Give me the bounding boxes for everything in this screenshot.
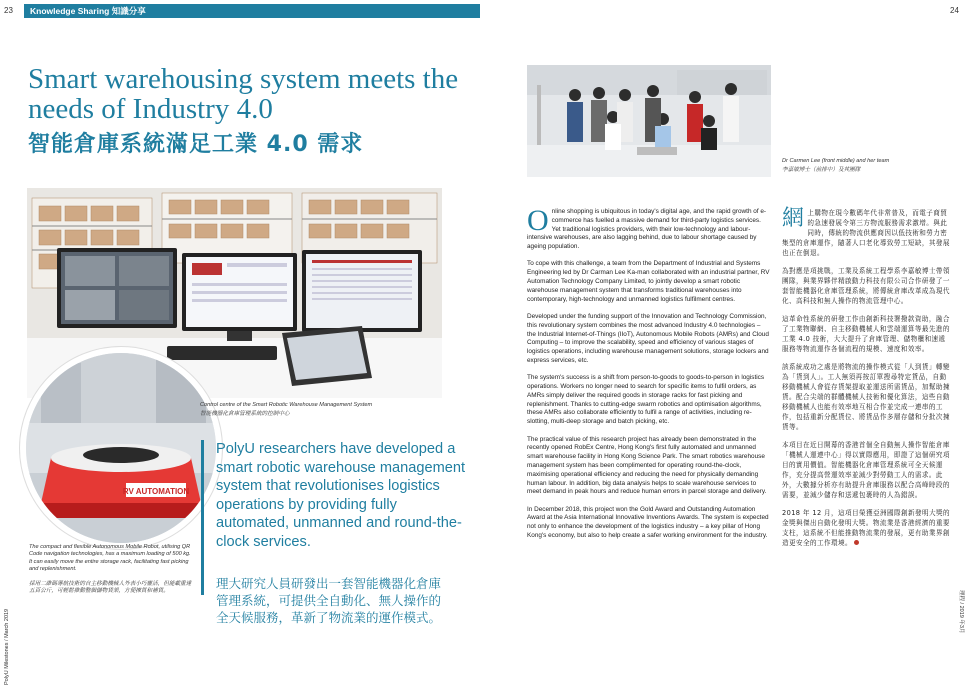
robot-illustration [26,353,216,543]
robot-photo [20,347,222,549]
footer-spine-left-text: PolyU Milestones / March 2019 [4,608,10,685]
article-en-p1-text: nline shopping is ubiquitous in today's digital age, and the rapid growth of e-commerce has fuelled a massive demand for third-party logistics services. Yet traditional logistics providers, with their low-technology and labour-intensive warehouses, are also lagging behind, due to labour shortage caused by ageing population. [527,208,767,251]
article-english [527,204,770,549]
footer-spine-right-text: 理程 / 2019 年3月 [958,590,964,634]
quote-accent-bar [201,440,204,595]
article-en-paragraph-1 [527,204,770,252]
pull-quote-chinese: 理大研究人員研發出一套智能機器化倉庫管理系統，可提供全自動化、無人操作的全天候服務，革新了物流業的運作模式。 [216,576,442,625]
article-zh-paragraph-4: 該系統成功之處是將物流的操作模式從「人到貨」轉變為「貨到人」。工人無須再按訂單搜尋特定貨品，自動移動機械人會從存貨架提取並運送所需貨品，加幫助揀貨。配合尖端的群體機械人技術和優化算法，這些自動移動機械人也能有效率地互相合作並完成一連串的工作，包括重新分配貨位、將貨品作多層存儲和分批次揀貨等。 [782,363,950,431]
page-number-left: 23 [4,6,13,15]
dropcap-english: O [527,204,549,237]
article-zh-paragraph-3: 這革命性系統的研發工作由創新科技署撥款資助，融合了工業物聯網、自主移動機械人和雲端運算等最先進的工業 4.0 技術，大大提升了倉庫管理、儲物櫃和速遞服務等物流運作各個流程的規模、速度和效率。 [782,315,950,353]
article-en-paragraph-3: Developed under the funding support of the Innovation and Technology Commission, this revolutionary system combines the most advanced Industry 4.0 technologies – the Industrial Internet-of-Things (IIoT), Autonomous Mobile Robots (AMRs) and Cloud Computing – to improve the scalability, speed and efficiency of various stages of logistics operations, including warehouse management solutions, storage lockers and express services, etc. [527,312,769,364]
dropcap-chinese: 網 [782,206,805,231]
title-english: Smart warehousing system meets the needs of Industry 4.0 [28,63,459,125]
article-en-paragraph-4: The system's success is a shift from person-to-goods to goods-to-person in logistics operations. Workers no longer need to search for specific items to fulfil orders, as AMRs simply deliver the required goods in storage racks for fast picking and replenishment. Thanks to cutting-edge swarm robotics and optimisation algorithms, these AMRs also collaborate efficiently to fulfil a range of activities, including re-slotting, multi-deep storage and batch picking, etc. [527,374,765,426]
footer-spine-left [4,600,14,685]
end-mark-icon [854,540,859,545]
control-centre-caption-chinese: 智能機器化倉庫管理系統的控制中心 [200,411,290,417]
article-zh-paragraph-1 [782,208,950,258]
article-chinese [782,208,950,556]
article-zh-paragraph-6 [782,508,950,548]
section-label: Knowledge Sharing 知識分享 [24,4,480,18]
article-zh-p1-text: 上購物在現今數碼年代非常普及，而電子商貿的急速發展令第三方物流服務需求激增。與此同時，傳統的物流供應商因以低技術和勞力密集型的倉庫運作，隨著人口老化導致勞工短缺，其發展也正在倒退。 [782,209,950,257]
team-caption-english: Dr Carmen Lee (front middle) and her team [782,158,890,164]
footer-spine-right [957,590,967,680]
page-number-right: 24 [950,6,959,15]
robot-caption-chinese: 採用二維碼導航技術的自主移動機械人外表小巧靈活，但能載重達五百公斤，可輕鬆推動整個儲物貨架，方便揀貨和補貨。 [29,581,192,595]
pull-quote-english: PolyU researchers have developed a smart robotic warehouse management system that revolutionises logistics operations by providing fully automated, unmanned and round-the-clock services. [216,441,466,550]
control-centre-caption-english: Control centre of the Smart Robotic Warehouse Management System [200,402,373,408]
article-zh-paragraph-5: 本項目在近日開幕的香港首個全自動無人操作智能倉庫「機械人運連中心」得以實際應用，即證了這個研究項目的實用價值。智能機器化倉庫管理系統可全天候運作，充分提高營運效率並減少對勞動工人的需求。此外，大數據分析亦有助提升倉庫服務以配合高峰時段的需要，並減少儲存和送遞包裹時的人為錯誤。 [782,441,950,499]
robot-caption-english: The compact and flexible Autonomous Mobile Robot, utilising QR Code navigation technologies, has a maximum loading of 500 kg. It can easily move the entire storage rack, facilitating fast picking and replenishment. [29,544,191,573]
article-en-paragraph-5: The practical value of this research project has already been demonstrated in the recently opened RobEx Centre, Hong Kong's first fully automated and unmanned smart warehouse facility in Hong Kong Science Park. The smart robotics warehouse management system has been complimented for operating round-the-clock, maximising operational efficiency and reducing the need for physically demanding human labour. In addition, big data analysis helps to scale warehouse services to meet demand in peak hours and reduce human errors in parcel storage and delivery. [527,435,767,496]
robot-brand-label: RV AUTOMATION [122,487,190,496]
title-chinese: 智能倉庫系統滿足工業 4.0 需求 [28,132,364,157]
article-en-paragraph-2: To cope with this challenge, a team from the Department of Industrial and Systems Engineering led by Dr Carman Lee Ka-man collaborated with an industrial partner, RV Automation Technology Company Limited, to jointly develop a smart robotic warehouse management system that transforms traditional warehouses into contemporary, high-technology and unmanned logistics fulfilment centres. [527,260,770,303]
article-en-paragraph-6: In December 2018, this project won the Gold Award and Outstanding Automation Award at the Asia International Innovative Inventions Awards. The system is expected not only to enhance the development of the logistics industry – a key pillar of Hong Kong's economy, but also to help create a safer working environment for the industry. [527,505,769,539]
team-caption-chinese: 李嘉敏博士（前排中）及其團隊 [782,167,861,173]
article-zh-p6-text: 2018 年 12 月，這項目榮獲亞洲國際創新發明大獎的金獎與傑出自動化發明大獎。物流業是香港經濟的重要支柱，這系統不但能推動物流業的發展，更有助業界創造更安全的工作環境。 [782,509,950,547]
team-illustration [527,65,771,177]
article-zh-paragraph-2: 為對應是項挑戰，工業及系統工程學系李嘉敏博士帶領團隊，與業界夥伴精啟動力科技有限公司合作研發了一套智能機器化倉庫管理系統，將傳統倉庫改革成為現代化、高科技和無人操作的物流管理中心。 [782,267,950,305]
team-photo [527,65,771,177]
